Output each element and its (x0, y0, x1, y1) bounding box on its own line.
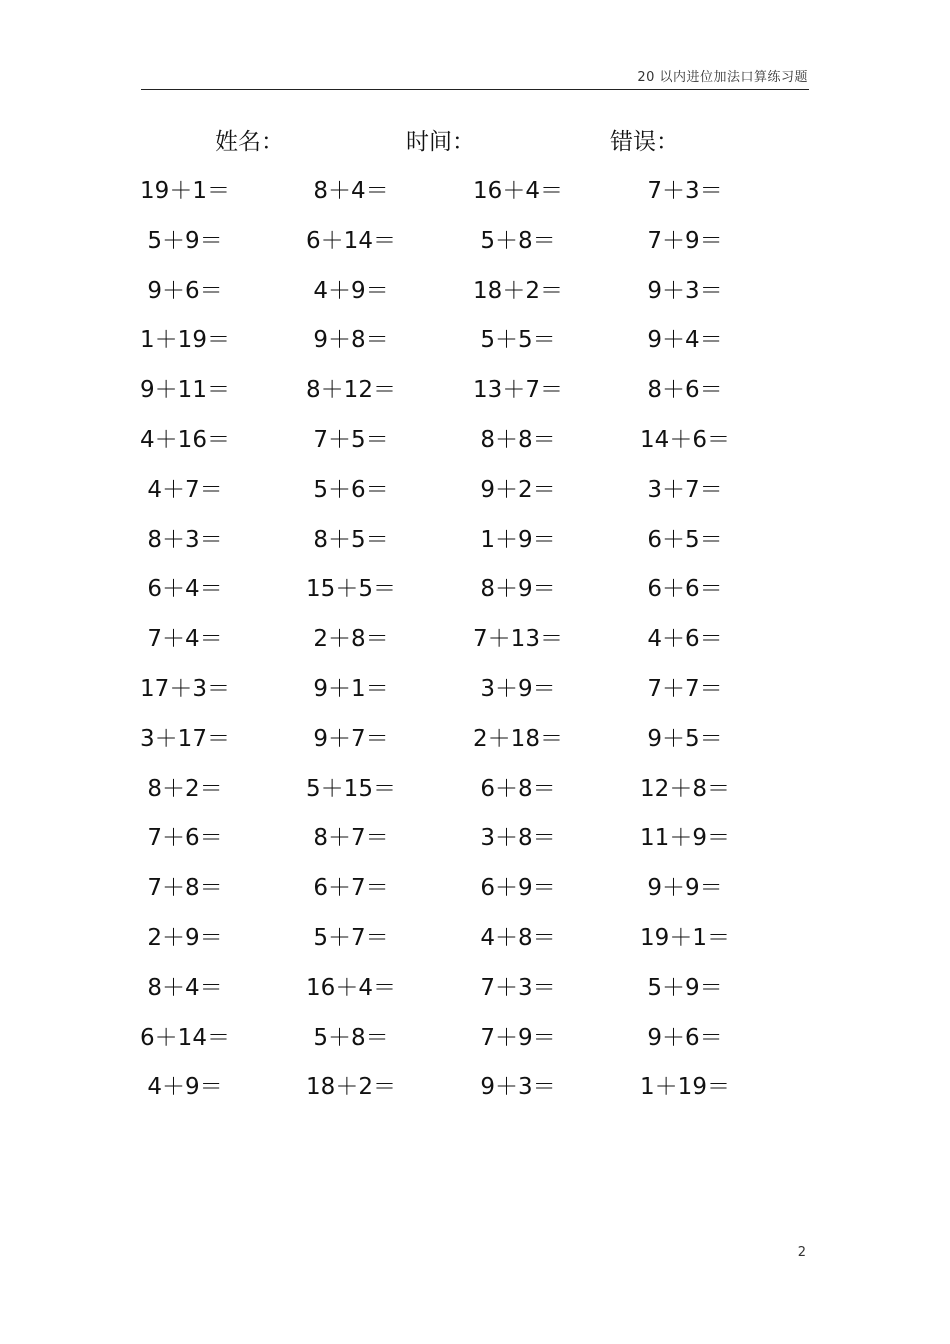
problem-item: 5＋7＝ (313, 925, 389, 951)
problem-item: 8＋2＝ (147, 776, 223, 802)
problem-item: 6＋9＝ (480, 875, 556, 901)
problem-item: 9＋4＝ (647, 327, 723, 353)
problem-item: 4＋7＝ (147, 477, 223, 503)
problem-item: 7＋5＝ (313, 427, 389, 453)
problem-item: 6＋6＝ (647, 576, 723, 602)
problem-item: 16＋4＝ (306, 975, 396, 1001)
problem-item: 5＋5＝ (480, 327, 556, 353)
problem-item: 9＋8＝ (313, 327, 389, 353)
problem-item: 8＋9＝ (480, 576, 556, 602)
problem-item: 6＋7＝ (313, 875, 389, 901)
problem-item: 16＋4＝ (473, 178, 563, 204)
problem-item: 9＋3＝ (647, 278, 723, 304)
problem-item: 9＋6＝ (647, 1025, 723, 1051)
problem-item: 7＋8＝ (147, 875, 223, 901)
problem-item: 9＋3＝ (480, 1074, 556, 1100)
problem-item: 6＋14＝ (140, 1025, 230, 1051)
problem-item: 8＋6＝ (647, 377, 723, 403)
problem-item: 3＋9＝ (480, 676, 556, 702)
problem-item: 5＋9＝ (647, 975, 723, 1001)
problem-item: 4＋9＝ (313, 278, 389, 304)
problem-item: 9＋7＝ (313, 726, 389, 752)
page-number: 2 (797, 1245, 806, 1260)
errors-field-label: 错误： (610, 129, 679, 155)
problem-item: 14＋6＝ (640, 427, 730, 453)
problem-item: 8＋7＝ (313, 825, 389, 851)
problem-item: 11＋9＝ (640, 825, 730, 851)
name-field-label: 姓名： (215, 129, 284, 155)
problem-item: 6＋8＝ (480, 776, 556, 802)
problem-item: 1＋19＝ (640, 1074, 730, 1100)
problem-item: 18＋2＝ (473, 278, 563, 304)
problem-item: 6＋14＝ (306, 228, 396, 254)
problem-item: 5＋15＝ (306, 776, 396, 802)
problem-item: 9＋2＝ (480, 477, 556, 503)
problem-item: 2＋8＝ (313, 626, 389, 652)
problem-item: 8＋3＝ (147, 527, 223, 553)
problem-item: 2＋18＝ (473, 726, 563, 752)
problem-item: 9＋5＝ (647, 726, 723, 752)
problem-item: 1＋19＝ (140, 327, 230, 353)
problem-item: 19＋1＝ (640, 925, 730, 951)
problem-item: 4＋6＝ (647, 626, 723, 652)
problem-item: 9＋11＝ (140, 377, 230, 403)
problem-item: 5＋6＝ (313, 477, 389, 503)
time-field-label: 时间： (406, 129, 475, 155)
problem-item: 12＋8＝ (640, 776, 730, 802)
problem-item: 8＋5＝ (313, 527, 389, 553)
problem-item: 7＋9＝ (647, 228, 723, 254)
problem-item: 3＋7＝ (647, 477, 723, 503)
problem-item: 6＋5＝ (647, 527, 723, 553)
problem-item: 2＋9＝ (147, 925, 223, 951)
problem-item: 13＋7＝ (473, 377, 563, 403)
problem-item: 4＋9＝ (147, 1074, 223, 1100)
problem-item: 7＋4＝ (147, 626, 223, 652)
problem-item: 7＋7＝ (647, 676, 723, 702)
problem-item: 7＋6＝ (147, 825, 223, 851)
problem-item: 5＋9＝ (147, 228, 223, 254)
problem-item: 7＋13＝ (473, 626, 563, 652)
problem-item: 9＋6＝ (147, 278, 223, 304)
problem-item: 3＋8＝ (480, 825, 556, 851)
problem-item: 18＋2＝ (306, 1074, 396, 1100)
problem-item: 1＋9＝ (480, 527, 556, 553)
problem-item: 3＋17＝ (140, 726, 230, 752)
problem-item: 7＋3＝ (647, 178, 723, 204)
problem-item: 8＋4＝ (147, 975, 223, 1001)
problem-item: 9＋1＝ (313, 676, 389, 702)
problem-item: 7＋3＝ (480, 975, 556, 1001)
running-header-title: 20 以内进位加法口算练习题 (637, 70, 808, 85)
problem-item: 5＋8＝ (313, 1025, 389, 1051)
problem-item: 6＋4＝ (147, 576, 223, 602)
problem-item: 8＋4＝ (313, 178, 389, 204)
problem-item: 17＋3＝ (140, 676, 230, 702)
problem-item: 8＋8＝ (480, 427, 556, 453)
problem-item: 8＋12＝ (306, 377, 396, 403)
problem-item: 4＋8＝ (480, 925, 556, 951)
problem-item: 15＋5＝ (306, 576, 396, 602)
problem-item: 4＋16＝ (140, 427, 230, 453)
problem-item: 9＋9＝ (647, 875, 723, 901)
problem-item: 19＋1＝ (140, 178, 230, 204)
problem-item: 7＋9＝ (480, 1025, 556, 1051)
problem-item: 5＋8＝ (480, 228, 556, 254)
